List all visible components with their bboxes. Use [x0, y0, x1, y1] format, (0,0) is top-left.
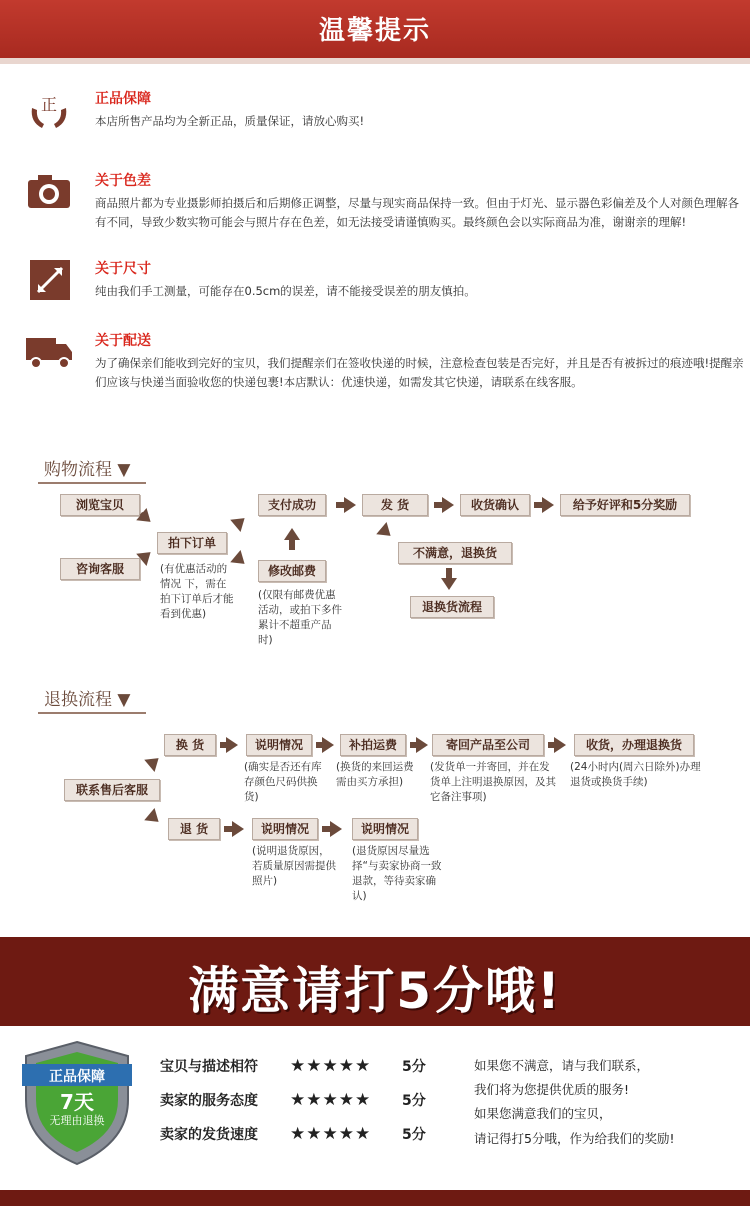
- arrow-shaft: [289, 540, 295, 550]
- star-icon: ★★★★★: [290, 1124, 372, 1144]
- rating-label: 卖家的服务态度: [160, 1093, 258, 1109]
- arrow-icon: [284, 528, 300, 540]
- star-icon: ★★★★★: [290, 1056, 372, 1076]
- step-consult: 咨询客服: [60, 558, 140, 580]
- shipping-fee-note: (换货的来回运费需由买方承担): [336, 761, 414, 788]
- tip-genuine: [24, 88, 734, 148]
- rating-score: 5分: [402, 1093, 426, 1109]
- satisfied-line: 如果您满意我们的宝贝，: [474, 1106, 612, 1121]
- explain-reason-note: (退货原因尽量选择“与卖家协商一致退款，等待卖家确认): [352, 845, 442, 902]
- badge-bottom-text: 无理由退换: [49, 1114, 105, 1127]
- order-note: (有优惠活动的情况 下，需在拍下订单后才能看到优惠): [160, 563, 234, 620]
- rating-banner: [0, 937, 750, 1026]
- reward-line: 请记得打5分哦，作为给我们的奖励!: [474, 1131, 675, 1146]
- tip-title: 正品保障: [95, 91, 151, 107]
- return-flow-title: 退换流程 ▼: [44, 690, 131, 710]
- arrow-icon: [144, 752, 163, 772]
- step-refund: 退 货: [168, 818, 220, 840]
- contact-line: 如果您不满意，请与我们联系，: [474, 1058, 650, 1073]
- shopping-flow-title: 购物流程 ▼: [44, 460, 131, 480]
- rating-label: 宝贝与描述相符: [160, 1059, 258, 1075]
- arrow-icon: [144, 808, 163, 828]
- arrow-icon: [441, 578, 457, 590]
- truck-icon: [24, 330, 74, 374]
- step-ship: 发 货: [362, 494, 428, 516]
- explain-exchange-note: (确实是否还有库存颜色尺码供换货): [244, 761, 322, 803]
- tip-title: 关于配送: [95, 333, 151, 349]
- star-icon: ★★★★★: [290, 1090, 372, 1110]
- resize-icon: [24, 258, 74, 302]
- step-explain-reason: 说明情况: [352, 818, 418, 840]
- arrow-shaft: [322, 826, 330, 832]
- rating-label: 卖家的发货速度: [160, 1127, 258, 1143]
- step-complete-exchange: 收货，办理退换货: [574, 734, 694, 756]
- arrow-icon: [344, 497, 356, 513]
- banner-text: 满意请打5分哦!: [188, 962, 562, 1020]
- tip-title: 关于尺寸: [95, 261, 151, 277]
- tip-title: 关于色差: [95, 173, 151, 189]
- tip-body: 为了确保亲们能收到完好的宝贝，我们提醒亲们在签收快递的时候，注意检查包装是否完好，并且是否有被拆过的痕迹哦!提醒亲们应该与快递当面验收您的快递包裹!本店默认：优速快递，如需发其它快递，请联系在线客服。: [95, 356, 744, 389]
- rating-row-description: [160, 1056, 426, 1076]
- divider: [38, 712, 146, 714]
- step-browse: 浏览宝贝: [60, 494, 140, 516]
- step-review: 给予好评和5分奖励: [560, 494, 690, 516]
- modify-note: (仅限有邮费优惠活动，或拍下多件累计不超重产品时): [258, 589, 342, 646]
- header-bar: [0, 0, 750, 58]
- step-explain-exchange: 说明情况: [246, 734, 312, 756]
- step-contact-service: 联系售后客服: [64, 779, 160, 801]
- arrow-icon: [226, 737, 238, 753]
- svg-text:正: 正: [40, 95, 58, 114]
- tip-color: [24, 170, 739, 250]
- arrow-icon: [554, 737, 566, 753]
- rating-score: 5分: [402, 1127, 426, 1143]
- arrow-shaft: [446, 568, 452, 578]
- step-exchange: 换 货: [164, 734, 216, 756]
- arrow-icon: [376, 522, 395, 542]
- rating-row-service: [160, 1090, 426, 1110]
- step-return-flow: 退换货流程: [410, 596, 494, 618]
- footer-bar: [0, 1190, 750, 1206]
- complete-note: (24小时内(周六日除外)办理退货或换货手续): [570, 761, 701, 788]
- arrow-shaft: [336, 502, 344, 508]
- arrow-icon: [442, 497, 454, 513]
- arrow-icon: [542, 497, 554, 513]
- rating-row-shipping: [160, 1124, 426, 1144]
- step-send-back: 寄回产品至公司: [432, 734, 544, 756]
- rating-score: 5分: [402, 1059, 426, 1075]
- arrow-icon: [322, 737, 334, 753]
- step-unsatisfied: 不满意，退换货: [398, 542, 512, 564]
- tip-delivery: [24, 330, 744, 410]
- arrow-icon: [416, 737, 428, 753]
- arrow-shaft: [434, 502, 442, 508]
- step-order: 拍下订单: [157, 532, 227, 554]
- badge-top-text: 正品保障: [49, 1069, 105, 1085]
- camera-icon: [24, 170, 74, 214]
- tip-body: 商品照片都为专业摄影师拍摄后和后期修正调整，尽量与现实商品保持一致。但由于灯光、显示器色彩偏差及个人对颜色理解各有不同，导致少数实物可能会与照片存在色差，如无法接受请谨慎购买。最终颜色会以实际商品为准，谢谢亲的理解!: [95, 196, 739, 229]
- step-pay: 支付成功: [258, 494, 326, 516]
- arrow-shaft: [224, 826, 232, 832]
- tip-body: 本店所售产品均为全新正品，质量保证，请放心购买!: [95, 114, 365, 128]
- badge-days-text: 7天: [60, 1090, 94, 1114]
- service-line: 我们将为您提供优质的服务!: [474, 1082, 630, 1097]
- step-receive: 收货确认: [460, 494, 530, 516]
- tip-size: [24, 258, 734, 308]
- page-title: 温馨提示: [318, 16, 431, 46]
- step-explain-refund: 说明情况: [252, 818, 318, 840]
- genuine-icon: [24, 88, 74, 132]
- step-modify-postage: 修改邮费: [258, 560, 326, 582]
- arrow-icon: [230, 512, 249, 532]
- arrow-icon: [330, 821, 342, 837]
- divider: [38, 482, 146, 484]
- tip-body: 纯由我们手工测量，可能存在0.5cm的误差，请不能接受误差的朋友慎拍。: [95, 284, 476, 298]
- arrow-icon: [232, 821, 244, 837]
- step-shipping-fee: 补拍运费: [340, 734, 406, 756]
- send-back-note: (发货单一并寄回，并在发货单上注明退换原因，及其它备注事项): [430, 761, 556, 803]
- explain-refund-note: (说明退货原因，若质量原因需提供照片): [252, 845, 336, 887]
- arrow-shaft: [534, 502, 542, 508]
